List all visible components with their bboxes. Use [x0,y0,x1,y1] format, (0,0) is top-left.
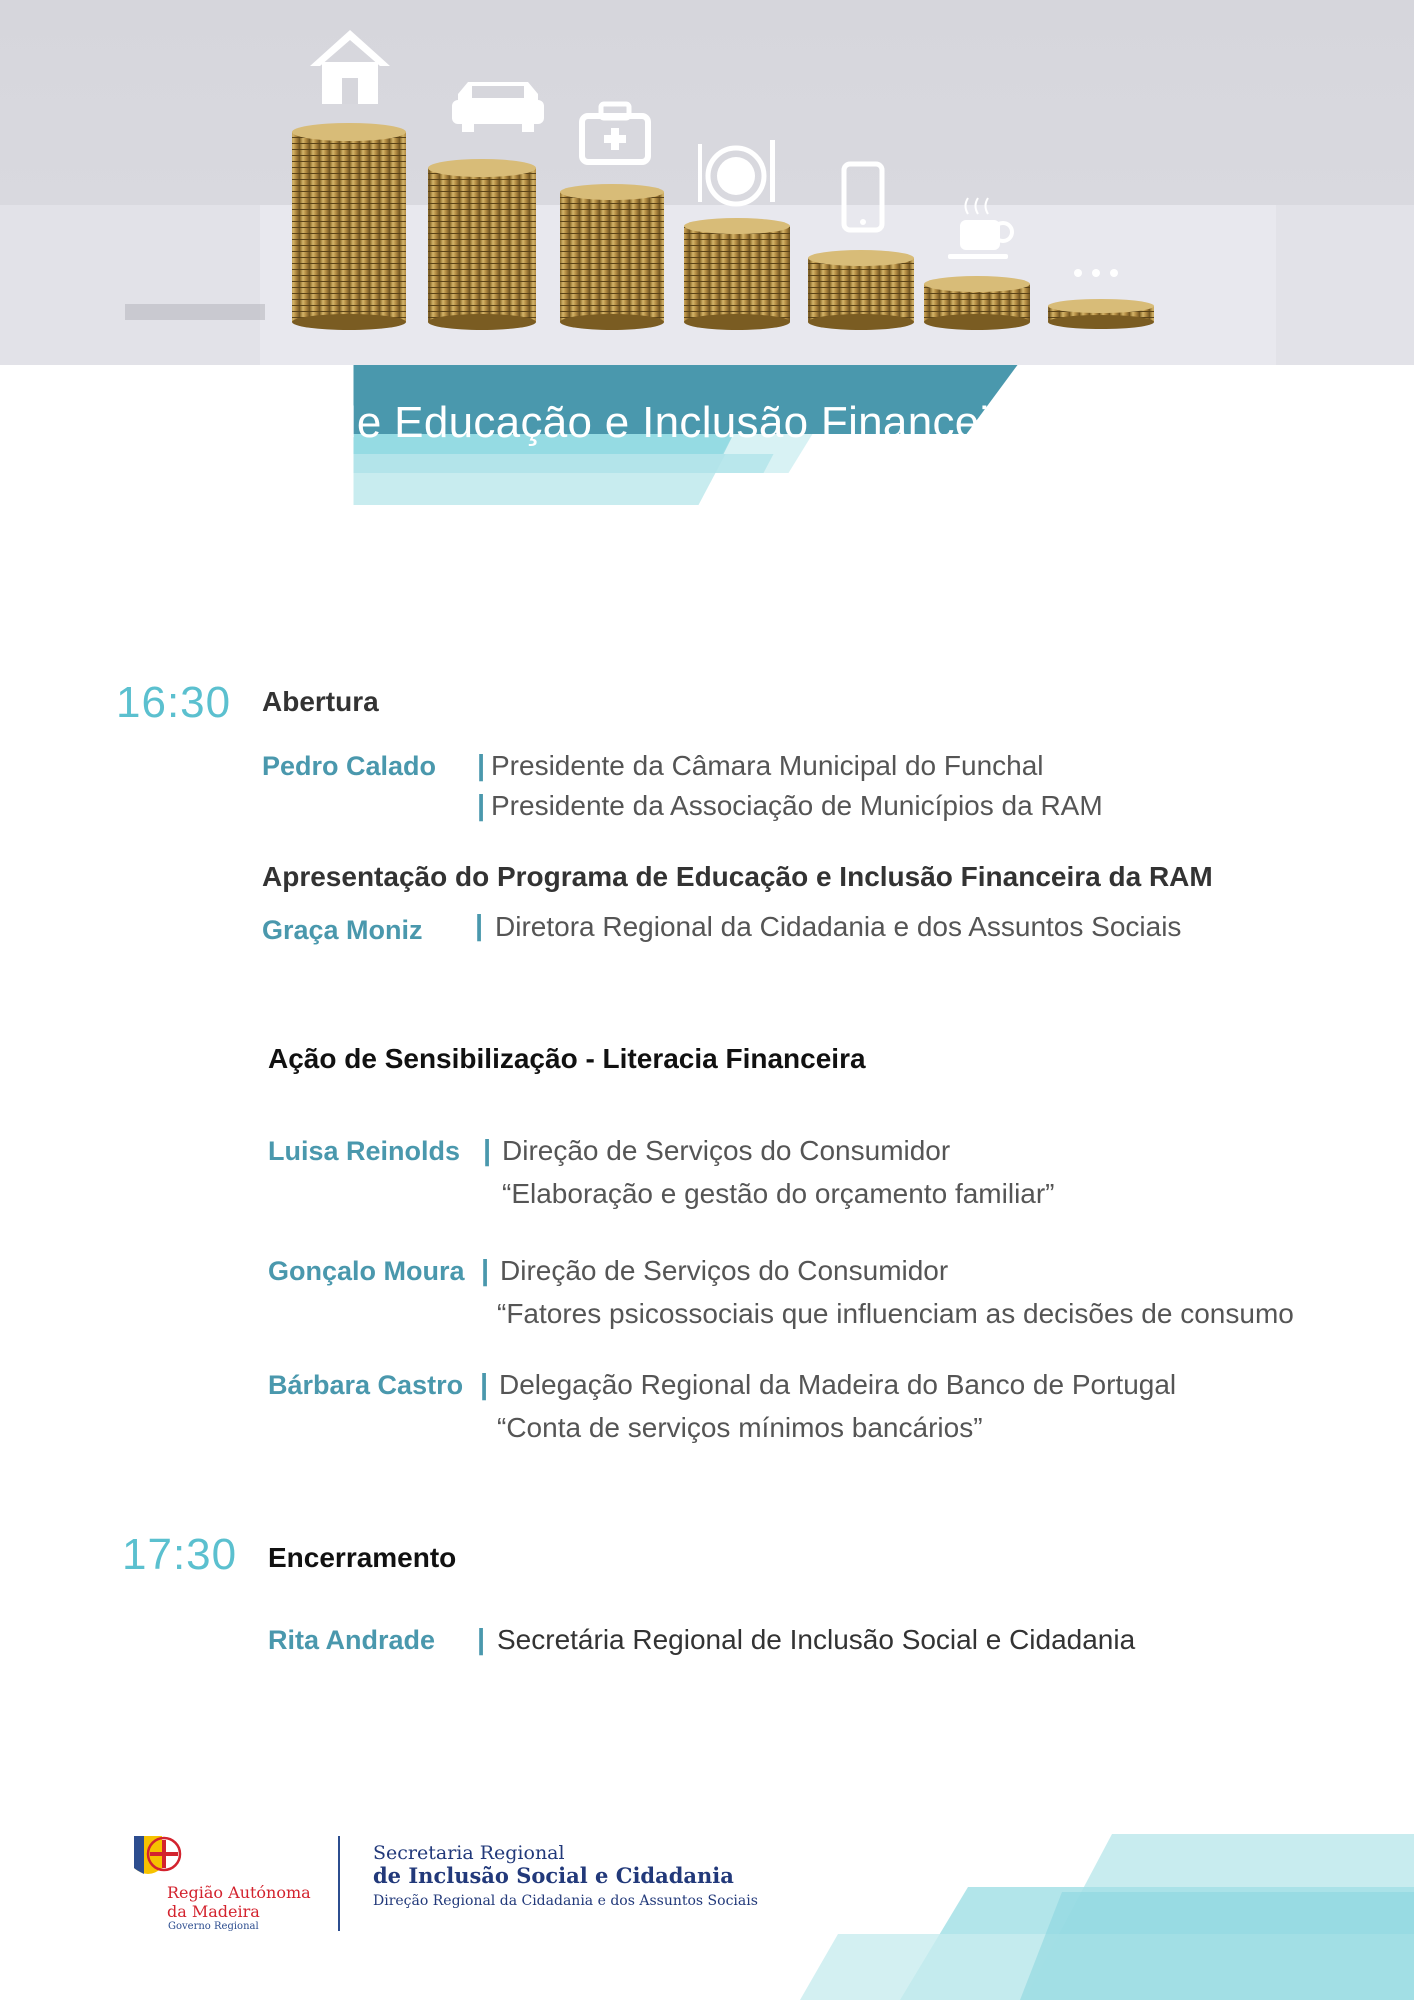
talk-topic: “Fatores psicossociais que influenciam as decisões de consumo [497,1298,1294,1329]
secretariat-line2: de Inclusão Social e Cidadania [373,1863,734,1888]
program-title: Programa de Educação e Inclusão Financeira RAM [124,398,1141,447]
car-icon [452,82,544,132]
separator-bar: | [475,910,484,942]
separator-bar: | [477,750,486,782]
opening-role-2: Presidente da Associação de Municípios da RAM [491,790,1103,821]
opening-time: 16:30 [116,678,232,727]
coin-stack [808,250,914,330]
region-government-label: Governo Regional [168,1921,259,1932]
coin-stack [924,276,1030,330]
coin-stack [560,184,664,330]
talk-topic: “Conta de serviços mínimos bancários” [497,1412,983,1443]
separator-bar: | [480,1369,489,1401]
presentation-title: Apresentação do Programa de Educação e Inclusão Financeira da RAM [262,861,1213,892]
opening-role-1: Presidente da Câmara Municipal do Funchal [491,750,1044,781]
separator-bar: | [481,1255,490,1287]
closing-speaker: Rita Andrade [268,1625,436,1655]
hero-image [0,0,1414,365]
talk-speaker: Luisa Reinolds [268,1136,461,1166]
secretariat-line1: Secretaria Regional [373,1842,565,1864]
first-aid-kit-icon [582,104,648,162]
talk-org: Direção de Serviços do Consumidor [502,1135,951,1166]
talk-org: Delegação Regional da Madeira do Banco de Portugal [499,1369,1177,1400]
region-name-line2: da Madeira [167,1902,260,1921]
coin-stack [1048,299,1154,329]
talk-speaker: Bárbara Castro [268,1370,464,1400]
coin-stack [684,218,790,330]
logo-divider [338,1836,340,1931]
action-title: Ação de Sensibilização - Literacia Financeira [268,1043,866,1074]
coin-stacks-illustration [0,0,1414,365]
talk-org: Direção de Serviços do Consumidor [500,1255,949,1286]
coin-stack [428,159,536,330]
plate-cutlery-icon [698,140,775,204]
house-icon [310,30,390,104]
separator-bar: | [477,1624,486,1656]
opening-title: Abertura [262,686,379,717]
talk-topic: “Elaboração e gestão do orçamento familiar” [502,1178,1055,1209]
madeira-coat-of-arms-logo [132,1834,190,1884]
separator-bar: | [477,790,486,822]
region-name-line1: Região Autónoma [167,1883,311,1902]
talk-speaker: Gonçalo Moura [268,1256,465,1286]
secretariat-line3: Direção Regional da Cidadania e dos Assuntos Sociais [373,1893,758,1909]
closing-title: Encerramento [268,1542,457,1573]
closing-role: Secretária Regional de Inclusão Social e Cidadania [497,1624,1136,1655]
presentation-role: Diretora Regional da Cidadania e dos Assuntos Sociais [495,911,1182,942]
separator-bar: | [483,1135,492,1167]
coin-stack [292,123,406,330]
presentation-speaker: Graça Moniz [262,915,423,945]
opening-speaker: Pedro Calado [262,751,437,781]
closing-time: 17:30 [122,1530,238,1579]
ellipsis-icon [1074,269,1118,277]
